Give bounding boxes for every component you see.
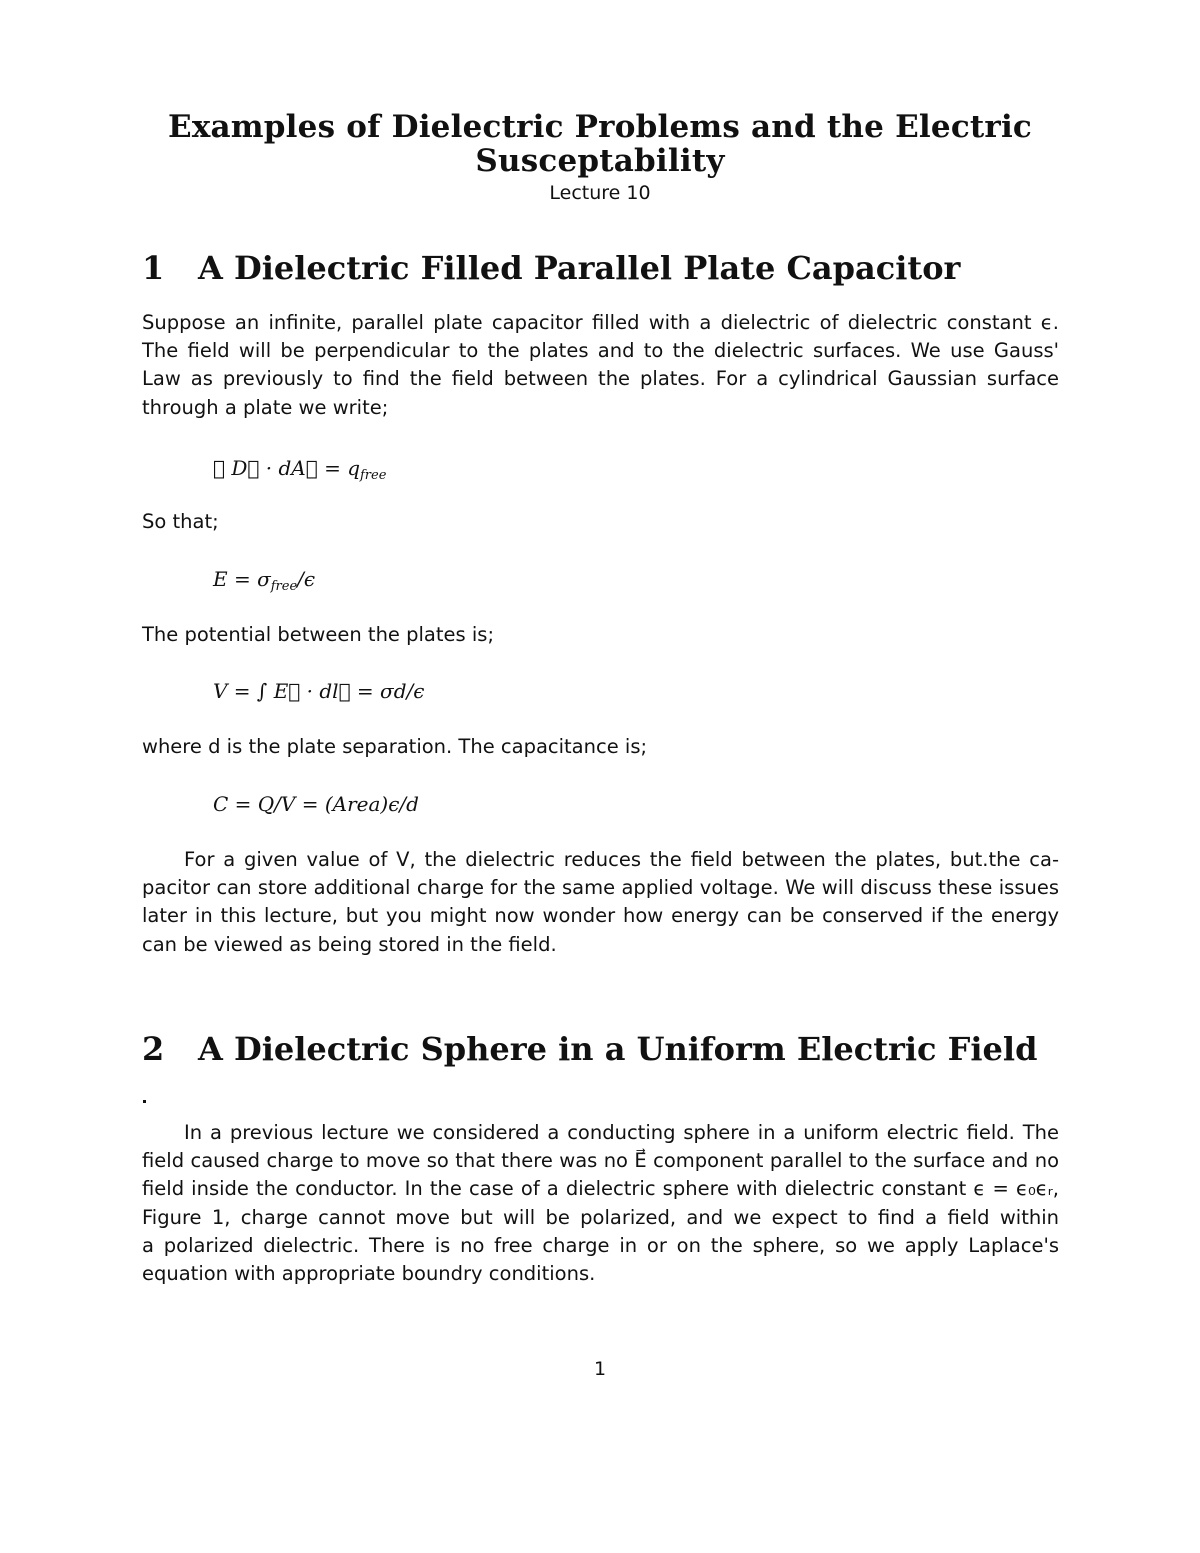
section-1-paragraph-2 (142, 846, 1059, 959)
paragraph-line: can be viewed as being stored in the field. (142, 932, 557, 956)
document-title-line1: Examples of Dielectric Problems and the Electric (168, 109, 1032, 145)
section-1-number: 1 (142, 249, 165, 287)
section-1-heading (142, 249, 1102, 287)
section-2-heading (142, 1030, 1102, 1068)
stray-dot-mark (143, 1100, 146, 1103)
paragraph-line: Figure 1, charge cannot move but will be polarized, and we expect to find a field within (142, 1205, 1059, 1229)
equation-capacitance: C = Q/V = (Area)ϵ/d (213, 792, 419, 816)
paragraph-line: through a plate we write; (142, 395, 389, 419)
equation-gauss-law-subscript: free (360, 468, 387, 483)
paragraph-line: later in this lecture, but you might now wonder how energy can be conserved if the energy (142, 904, 1059, 928)
paragraph-line: equation with appropriate boundry conditions. (142, 1262, 596, 1286)
document-title-line2: Susceptability (475, 143, 725, 179)
paragraph-line: In a previous lecture we considered a conducting sphere in a uniform electric field. The (184, 1121, 1059, 1144)
page-number: 1 (593, 1358, 607, 1380)
equation-field (213, 564, 315, 602)
paragraph-line: The field will be perpendicular to the plates and to the dielectric surfaces. We use Gauss' (142, 339, 1059, 363)
paragraph-line: For a given value of V, the dielectric reduces the field between the plates, but.the ca- (184, 848, 1059, 871)
equation-field-tail: /ϵ (297, 567, 316, 591)
section-2-paragraph-1 (142, 1119, 1059, 1288)
paragraph-line: field inside the conductor. In the case of a dielectric sphere with dielectric constant ϵ = ϵ₀ϵᵣ, (142, 1177, 1059, 1201)
equation-field-body: E = σ (213, 567, 271, 591)
paragraph-line: field caused charge to move so that there was no E⃗ component parallel to the surface and no (142, 1149, 1059, 1173)
section-2-number: 2 (142, 1030, 165, 1068)
so-that-text: So that; (142, 510, 219, 533)
document-subtitle: Lecture 10 (549, 182, 651, 204)
section-2-title: A Dielectric Sphere in a Uniform Electric Field (198, 1030, 1038, 1068)
paragraph-line: a polarized dielectric. There is no free charge in or on the sphere, so we apply Laplace's (142, 1233, 1059, 1257)
paragraph-line: Law as previously to find the field between the plates. For a cylindrical Gaussian surface (142, 367, 1059, 391)
paragraph-line: Suppose an infinite, parallel plate capacitor filled with a dielectric of dielectric constant ϵ. (142, 311, 1059, 334)
equation-gauss-law (213, 453, 386, 491)
paragraph-line: pacitor can store additional charge for the same applied voltage. We will discuss these issues (142, 876, 1059, 900)
equation-gauss-law-body: ∮ D⃗ · dA⃗ = q (213, 456, 360, 480)
where-text: where d is the plate separation. The capacitance is; (142, 735, 648, 758)
section-1-title: A Dielectric Filled Parallel Plate Capacitor (198, 249, 961, 287)
equation-field-subscript: free (270, 579, 298, 594)
potential-intro-text: The potential between the plates is; (142, 623, 495, 646)
equation-potential: V = ∫ E⃗ · dl⃗ = σd/ϵ (213, 679, 425, 703)
section-1-paragraph-1 (142, 309, 1059, 422)
